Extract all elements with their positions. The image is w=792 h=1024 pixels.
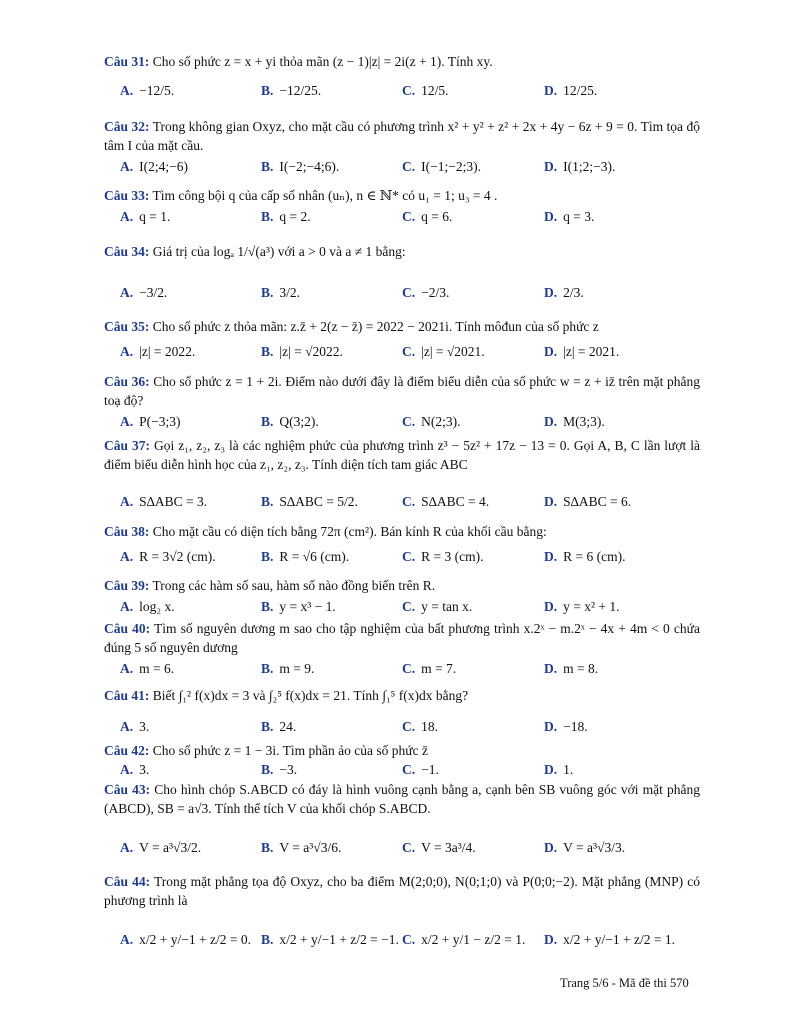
option-c: C. V = 3a³/4. — [402, 840, 476, 855]
question-label: Câu 37: — [104, 438, 150, 453]
option-a: A. 3. — [120, 762, 150, 777]
option-b: B. q = 2. — [261, 209, 311, 224]
option-d: D. I(1;2;−3). — [544, 159, 616, 174]
question-34 — [104, 242, 700, 303]
question-label: Câu 38: — [104, 524, 150, 539]
option-b: B. R = √6 (cm). — [261, 549, 350, 564]
question-label: Câu 43: — [104, 782, 151, 797]
option-d: D. m = 8. — [544, 661, 599, 676]
option-a: A. 3. — [120, 719, 150, 734]
option-d: D. 1. — [544, 762, 574, 777]
option-a: A. R = 3√2 (cm). — [120, 549, 216, 564]
option-b: B. −3. — [261, 762, 298, 777]
option-c: C. x/2 + y/1 − z/2 = 1. — [402, 932, 526, 947]
option-c: C. |z| = √2021. — [402, 344, 485, 359]
question-label: Câu 44: — [104, 874, 151, 889]
option-a: A. log₂ x. — [120, 599, 175, 614]
question-text: Cho hình chóp S.ABCD có đáy là hình vuông cạnh bằng a, cạnh bên SB vuông góc với mặt phẳng (ABCD), SB = a√3. Tính thể tích V của khối chóp S.ABCD. — [104, 782, 700, 816]
option-b: B. y = x³ − 1. — [261, 599, 336, 614]
option-c: C. y = tan x. — [402, 599, 473, 614]
option-a: A. P(−3;3) — [120, 414, 181, 429]
option-c: C. R = 3 (cm). — [402, 549, 484, 564]
question-41 — [104, 686, 700, 737]
option-a: A. −3/2. — [120, 285, 168, 300]
question-text: Cho số phức z = 1 − 3i. Tìm phần ảo của số phức z̄ — [152, 743, 428, 758]
page-footer: Trang 5/6 - Mã đề thi 570 — [560, 976, 689, 990]
question-label: Câu 36: — [104, 374, 150, 389]
option-d: D. 12/25. — [544, 83, 598, 98]
option-b: B. |z| = √2022. — [261, 344, 343, 359]
question-label: Câu 34: — [104, 244, 150, 259]
option-c: C. 12/5. — [402, 83, 449, 98]
question-38 — [104, 522, 700, 567]
option-b: B. Q(3;2). — [261, 414, 319, 429]
option-c: C. 18. — [402, 719, 438, 734]
option-b: B. −12/25. — [261, 83, 322, 98]
question-text: Cho số phức z thỏa mãn: z.z̄ + 2(z − z̄) = 2022 − 2021i. Tính môđun của số phức z — [152, 319, 599, 334]
question-text: Trong các hàm số sau, hàm số nào đồng biến trên R. — [152, 578, 436, 593]
option-c: C. q = 6. — [402, 209, 453, 224]
option-a: A. m = 6. — [120, 661, 175, 676]
option-d: D. M(3;3). — [544, 414, 605, 429]
question-40 — [104, 619, 700, 679]
question-37 — [104, 436, 700, 512]
option-d: D. −18. — [544, 719, 588, 734]
option-a: A. q = 1. — [120, 209, 171, 224]
question-label: Câu 31: — [104, 54, 150, 69]
question-text: Gọi z₁, z₂, z₃ là các nghiệm phức của phương trình z³ − 5z² + 17z − 13 = 0. Gọi A, B, C lần lượt là điểm biểu diễn hình học của z₁, z₂, z₃. Tính diện tích tam giác ABC — [104, 438, 700, 472]
option-c: C. −1. — [402, 762, 439, 777]
question-39 — [104, 576, 700, 617]
question-43 — [104, 780, 700, 858]
question-text: Tìm công bội q của cấp số nhân (uₙ), n ∈ ℕ* có u₁ = 1; u₃ = 4 . — [152, 188, 498, 203]
question-label: Câu 41: — [104, 688, 150, 703]
question-text: Giá trị của logₐ 1/√(a³) với a > 0 và a ≠ 1 bằng: — [152, 244, 406, 259]
option-a: A. S∆ABC = 3. — [120, 494, 208, 509]
question-label: Câu 40: — [104, 621, 151, 636]
option-d: D. x/2 + y/−1 + z/2 = 1. — [544, 932, 675, 947]
option-d: D. q = 3. — [544, 209, 595, 224]
option-b: B. I(−2;−4;6). — [261, 159, 340, 174]
question-36 — [104, 372, 700, 432]
option-a: A. V = a³√3/2. — [120, 840, 202, 855]
option-d: D. V = a³√3/3. — [544, 840, 626, 855]
question-35 — [104, 317, 700, 362]
option-c: C. −2/3. — [402, 285, 450, 300]
option-b: B. V = a³√3/6. — [261, 840, 342, 855]
option-c: C. S∆ABC = 4. — [402, 494, 490, 509]
option-b: B. 24. — [261, 719, 297, 734]
question-text: Cho số phức z = 1 + 2i. Điểm nào dưới đây là điểm biểu diễn của số phức w = z + iz̄ trên mặt phẳng toạ độ? — [104, 374, 700, 408]
option-b: B. 3/2. — [261, 285, 301, 300]
question-text: Trong không gian Oxyz, cho mặt cầu có phương trình x² + y² + z² + 2x + 4y − 6z + 9 = 0. Tìm tọa độ tâm I của mặt cầu. — [104, 119, 700, 153]
option-a: A. x/2 + y/−1 + z/2 = 0. — [120, 932, 251, 947]
option-a: A. |z| = 2022. — [120, 344, 196, 359]
option-c: C. N(2;3). — [402, 414, 461, 429]
option-d: D. R = 6 (cm). — [544, 549, 626, 564]
question-33 — [104, 186, 700, 227]
question-label: Câu 35: — [104, 319, 150, 334]
question-text: Trong mặt phẳng tọa độ Oxyz, cho ba điểm M(2;0;0), N(0;1;0) và P(0;0;−2). Mặt phẳng (MNP) có phương trình là — [104, 874, 700, 908]
question-label: Câu 33: — [104, 188, 150, 203]
question-42 — [104, 741, 700, 780]
option-a: A. −12/5. — [120, 83, 175, 98]
option-c: C. m = 7. — [402, 661, 457, 676]
question-44 — [104, 872, 700, 950]
question-32 — [104, 117, 700, 177]
option-b: B. S∆ABC = 5/2. — [261, 494, 358, 509]
question-31 — [104, 52, 700, 101]
option-d: D. 2/3. — [544, 285, 584, 300]
option-b: B. x/2 + y/−1 + z/2 = −1. — [261, 932, 399, 947]
question-label: Câu 42: — [104, 743, 150, 758]
question-text: Cho số phức z = x + yi thỏa mãn (z − 1)|z| = 2i(z + 1). Tính xy. — [152, 54, 493, 69]
option-a: A. I(2;4;−6) — [120, 159, 188, 174]
option-d: D. |z| = 2021. — [544, 344, 620, 359]
option-d: D. S∆ABC = 6. — [544, 494, 632, 509]
option-d: D. y = x² + 1. — [544, 599, 620, 614]
question-label: Câu 39: — [104, 578, 150, 593]
question-text: Cho mặt cầu có diện tích bằng 72π (cm²). Bán kính R của khối cầu bằng: — [152, 524, 547, 539]
option-b: B. m = 9. — [261, 661, 315, 676]
option-c: C. I(−1;−2;3). — [402, 159, 481, 174]
question-label: Câu 32: — [104, 119, 150, 134]
question-text: Biết ∫₁² f(x)dx = 3 và ∫₂⁵ f(x)dx = 21. Tính ∫₁⁵ f(x)dx bằng? — [152, 688, 469, 703]
question-text: Tìm số nguyên dương m sao cho tập nghiệm của bất phương trình x.2ˣ − m.2ˣ − 4x + 4m < 0 chứa đúng 5 số nguyên dương — [104, 621, 700, 655]
